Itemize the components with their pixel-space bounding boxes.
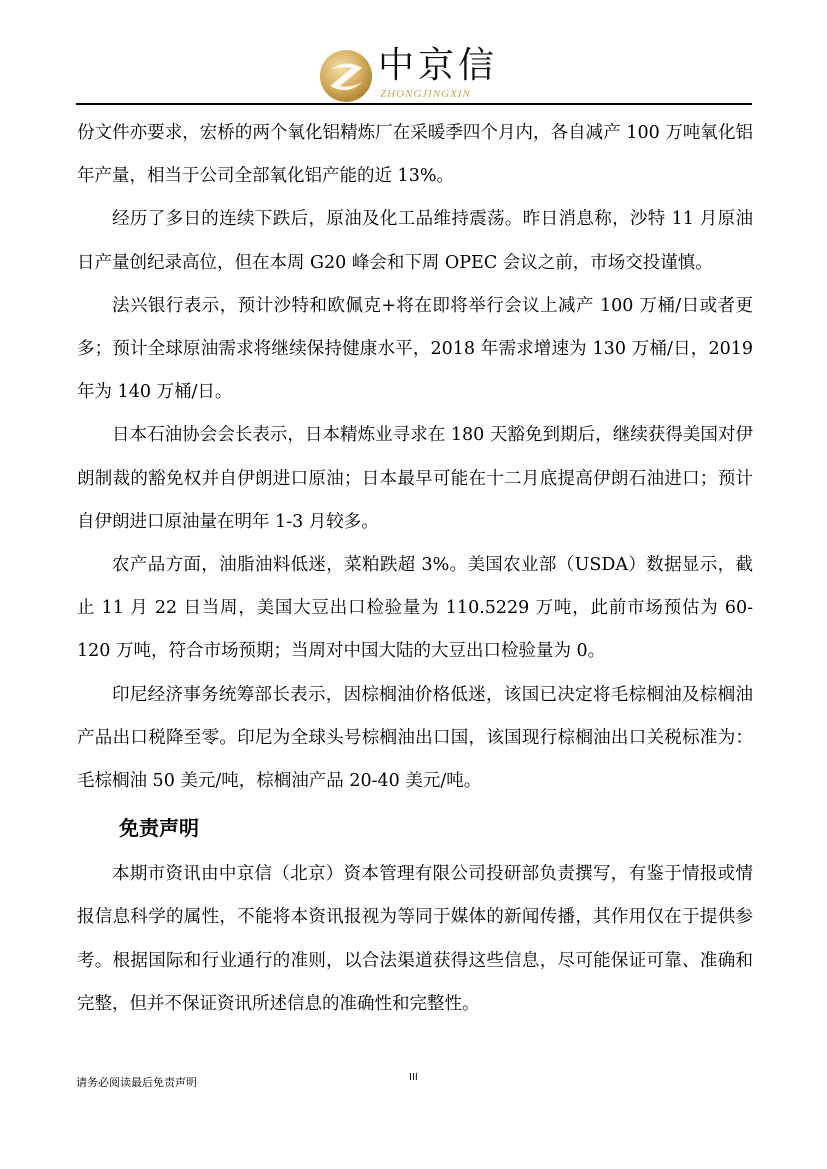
page-number: III — [409, 1072, 418, 1083]
paragraph: 农产品方面，油脂油料低迷，菜粕跌超 3%。美国农业部（USDA）数据显示，截止 11 月 22 日当周，美国大豆出口检验量为 110.5229 万吨，此前市场预估为 60-120 万吨，符合市场预期；当周对中国大陆的大豆出口检验量为 0。 — [77, 555, 753, 662]
paragraph: 经历了多日的连续下跌后，原油及化工品维持震荡。昨日消息称，沙特 11 月原油日产量创纪录高位，但在本周 G20 峰会和下周 OPEC 会议之前，市场交投谨慎。 — [77, 209, 753, 273]
disclaimer-title: 免责声明 — [119, 816, 199, 841]
brand-name: 中京信 — [378, 45, 499, 86]
paragraph: 份文件亦要求，宏桥的两个氧化铝精炼厂在采暖季四个月内，各自减产 100 万吨氧化铝年产量，相当于公司全部氧化铝产能的近 13%。 — [77, 123, 753, 187]
brand-name-english: ZHONGJINGXIN — [380, 88, 471, 100]
paragraph: 日本石油协会会长表示，日本精炼业寻求在 180 天豁免到期后，继续获得美国对伊朗制裁的豁免权并自伊朗进口原油；日本最早可能在十二月底提高伊朗石油进口；预计自伊朗进口原油量在明年 1-3 月较多。 — [77, 425, 753, 532]
zhongjingxin-logo-icon — [318, 48, 374, 104]
header-divider — [76, 103, 752, 105]
document-body — [77, 112, 753, 1026]
page-header — [0, 0, 827, 110]
paragraph: 印尼经济事务统筹部长表示，因棕榈油价格低迷，该国已决定将毛棕榈油及棕榈油产品出口税降至零。印尼为全球头号棕榈油出口国，该国现行棕榈油出口关税标准为：毛棕榈油 50 美元/吨，棕榈油产品 20-40 美元/吨。 — [77, 684, 753, 792]
disclaimer-text: 本期市资讯由中京信（北京）资本管理有限公司投研部负责撰写，有鉴于情报或情报信息科学的属性，不能将本资讯报视为等同于媒体的新闻传播，其作用仅在于提供参考。根据国际和行业通行的准则，以合法渠道获得这些信息，尽可能保证可靠、准确和完整，但并不保证资讯所述信息的准确性和完整性。 — [77, 864, 753, 1014]
paragraph: 法兴银行表示，预计沙特和欧佩克+将在即将举行会议上减产 100 万桶/日或者更多；预计全球原油需求将继续保持健康水平，2018 年需求增速为 130 万桶/日，2019 年为 140 万桶/日。 — [77, 295, 753, 403]
footer-note: 请务必阅读最后免责声明 — [76, 1076, 197, 1089]
